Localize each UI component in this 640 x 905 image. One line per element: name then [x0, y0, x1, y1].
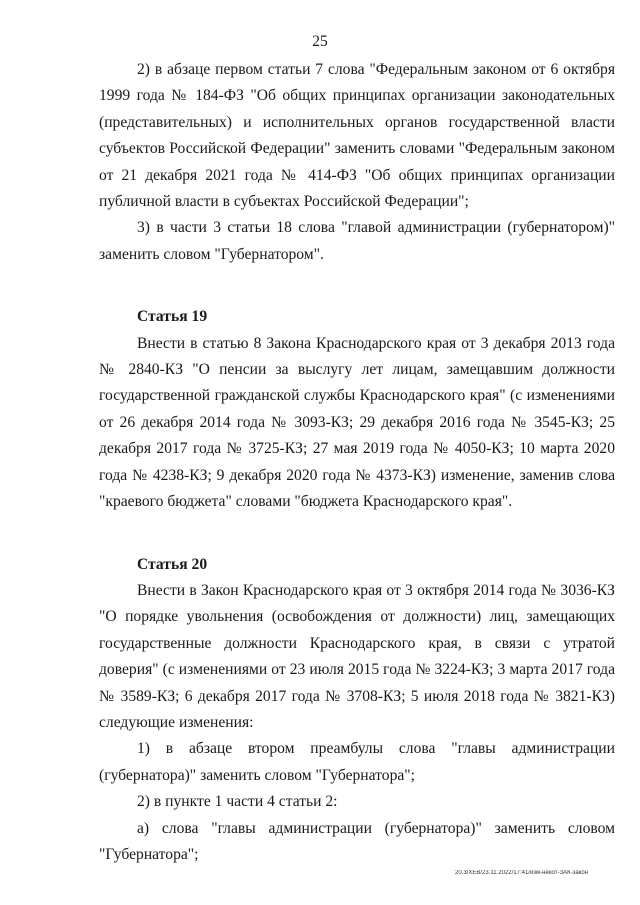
document-body — [99, 57, 615, 868]
paragraph-article18-item2: 2) в абзаце первом статьи 7 слова "Федеральным законом от 6 октября 1999 года № 184-ФЗ "Об общих принципах организации законодательных (представительных) и исполнительных органов государственной власти субъектов Российской Федерации" заменить словами "Федеральным законом от 21 декабря 2021 года № 414-ФЗ "Об общих принципах организации публичной власти в субъектах Российской Федерации"; — [99, 61, 615, 211]
article-20-text: Внести в Закон Краснодарского края от 3 октября 2014 года № 3036-КЗ "О порядке увольнения (освобождения от должности) лиц, замещающих государственные должности Краснодарского края, в связи с утратой доверия" (с изменениями от 23 июля 2015 года № 3224-КЗ; 3 марта 2017 года № 3589-КЗ; 6 декабря 2017 года № 3708-КЗ; 5 июля 2018 года № 3821-КЗ) следующие изменения: — [99, 581, 615, 731]
article-20-heading: Статья 20 — [137, 555, 208, 573]
footer-document-code: 20.3/ХЕВ/23.11.2022/17:41/изм-некот-ЗАК-закон — [455, 870, 589, 876]
spacer — [99, 268, 615, 294]
article-19-heading: Статья 19 — [137, 308, 208, 326]
spacer — [99, 294, 615, 304]
article-20-item2a: а) слова "главы администрации (губернатора)" заменить словом "Губернатора"; — [99, 819, 615, 863]
paragraph-article18-item3: 3) в части 3 статьи 18 слова "главой администрации (губернатором)" заменить словом "Губернатором". — [99, 219, 615, 263]
page-number: 25 — [312, 33, 328, 50]
article-20-item1: 1) в абзаце втором преамбулы слова "главы администрации (губернатора)" заменить словом "Губернатора"; — [99, 740, 615, 784]
spacer — [99, 516, 615, 542]
article-20-item2: 2) в пункте 1 части 4 статьи 2: — [137, 793, 338, 811]
article-19-text: Внести в статью 8 Закона Краснодарского края от 3 декабря 2013 года № 2840-КЗ "О пенсии за выслугу лет лицам, замещавшим должности государственной гражданской службы Краснодарского края" (с изменениями от 26 декабря 2014 года № 3093-КЗ; 29 декабря 2016 года № 3545-КЗ; 25 декабря 2017 года № 3725-КЗ; 27 мая 2019 года № 4050-КЗ; 10 марта 2020 года № 4238-КЗ; 9 декабря 2020 года № 4373-КЗ) изменение, заменив слова "краевого бюджета" словами "бюджета Краснодарского края". — [99, 334, 615, 511]
spacer — [99, 542, 615, 552]
